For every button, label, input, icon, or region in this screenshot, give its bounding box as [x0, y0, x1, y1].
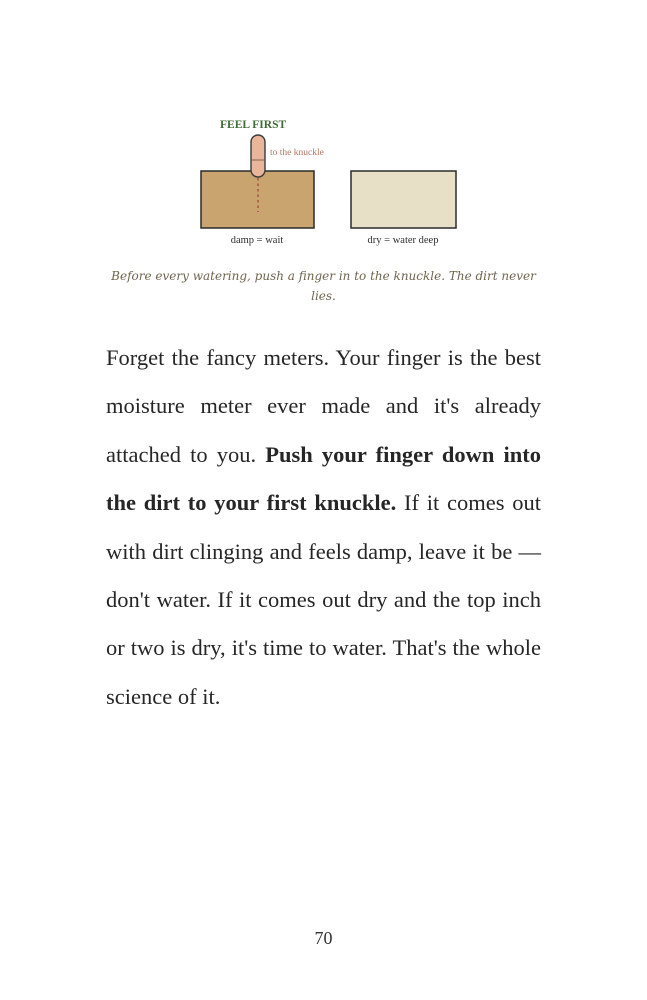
soil-test-diagram: [0, 0, 647, 260]
body-text-emphasis: Push your finger down into the dirt to your first knuckle.: [106, 441, 541, 516]
dry-soil-block: [351, 171, 456, 228]
finger-icon: [251, 135, 265, 177]
dry-label: dry = water deep: [367, 235, 439, 246]
figure-caption: Before every watering, push a finger in to the knuckle. The dirt never lies.: [111, 269, 536, 303]
body-text-intro: Forget the fancy meters. Your finger is the best moisture meter ever made and it's already attached to you.: [106, 345, 541, 467]
figure-title: FEEL FIRST: [220, 119, 287, 131]
body-text-rest: If it comes out with dirt clinging and feels damp, leave it be — don't water. If it comes out dry and the top inch or two is dry, it's time to water. That's the whole science of it.: [106, 490, 541, 709]
finger-label: to the knuckle: [270, 148, 324, 158]
body-paragraph: [106, 334, 541, 721]
page-number: 70: [314, 928, 333, 948]
damp-label: damp = wait: [230, 235, 284, 246]
